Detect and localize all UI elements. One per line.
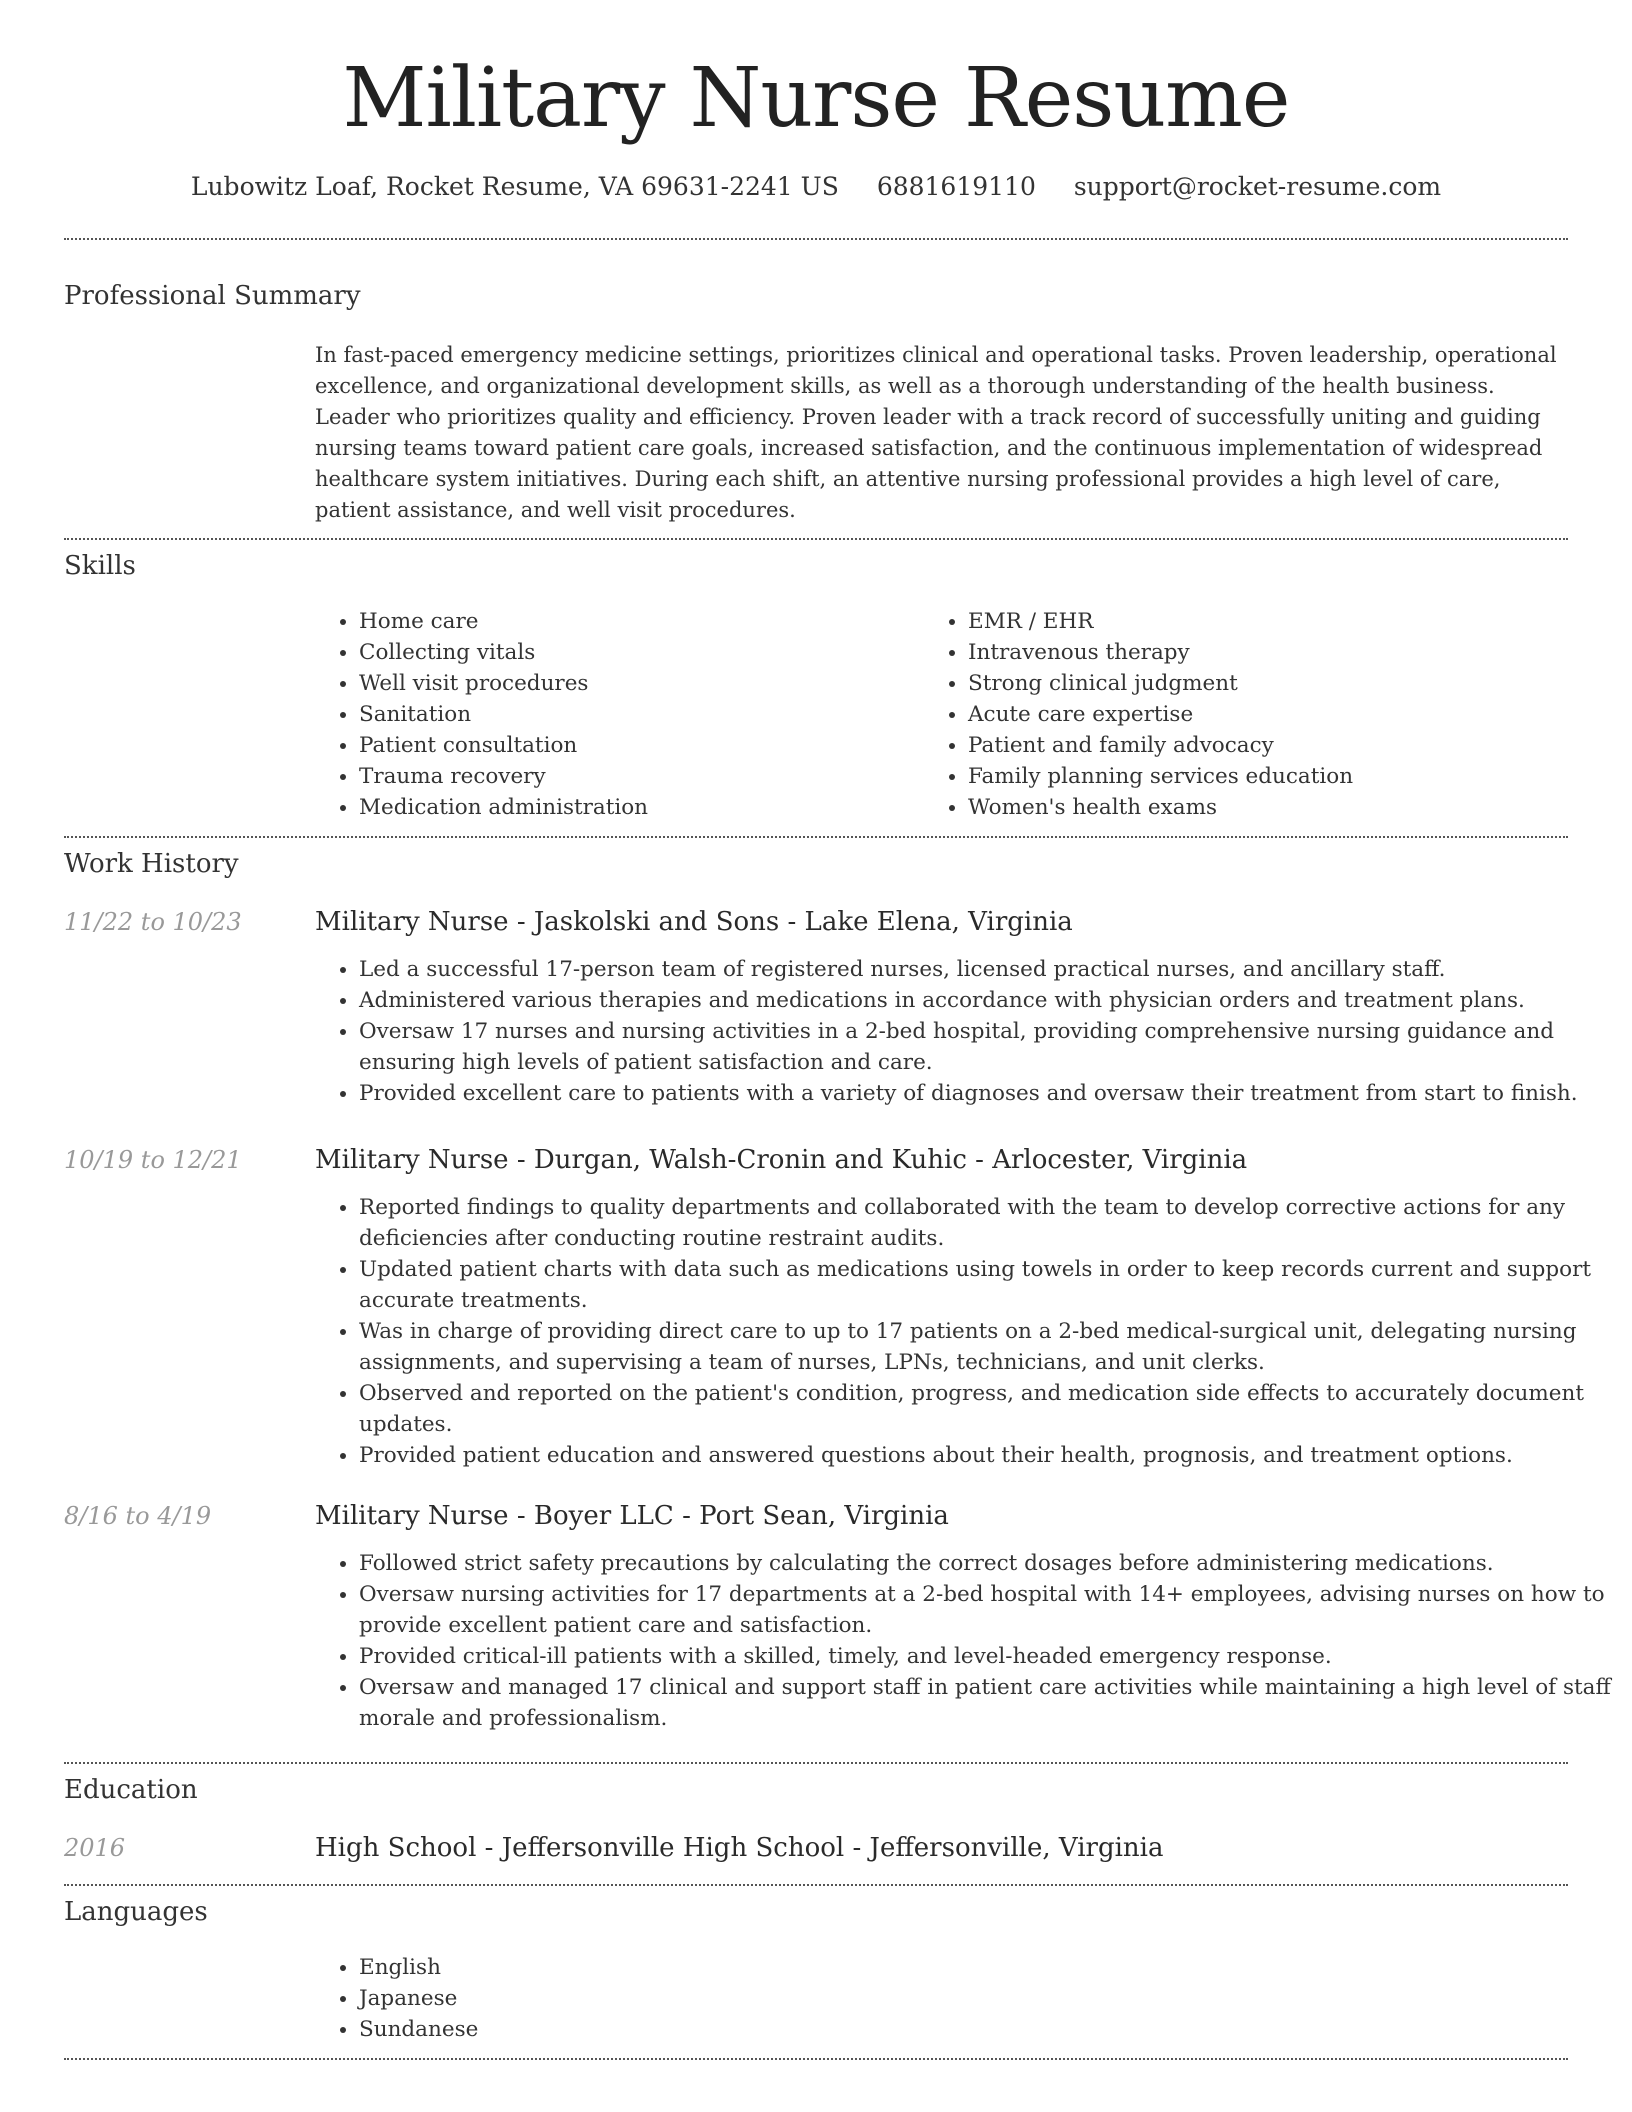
skill-item: • Patient consultation [359, 730, 919, 761]
job-bullets [315, 1548, 1617, 1734]
skill-item: • Strong clinical judgment [968, 668, 1588, 699]
languages-list [315, 1952, 959, 2045]
skill-item: • Collecting vitals [359, 637, 919, 668]
section-heading-skills: Skills [64, 551, 136, 581]
education-title: High School - Jeffersonville High School - Jeffersonville, Virginia [315, 1833, 1164, 1863]
skill-item: • EMR / EHR [968, 606, 1588, 637]
section-heading-summary: Professional Summary [64, 281, 361, 311]
contact-address: Lubowitz Loaf, Rocket Resume, VA 69631-2241 US [190, 172, 839, 201]
job-bullet: • Provided critical-ill patients with a skilled, timely, and level-headed emergency response. [359, 1641, 1617, 1672]
job-bullet: • Was in charge of providing direct care to up to 17 patients on a 2-bed medical-surgical unit, delegating nursing assignments, and supervising a team of nurses, LPNs, technicians, and unit clerks. [359, 1316, 1617, 1378]
skill-item: • Family planning services education [968, 761, 1588, 792]
job-bullet: • Provided excellent care to patients with a variety of diagnoses and oversaw their treatment from start to finish. [359, 1078, 1617, 1109]
job-bullet: • Reported findings to quality departments and collaborated with the team to develop corrective actions for any deficiencies after conducting routine restraint audits. [359, 1192, 1617, 1254]
job-bullet: • Oversaw nursing activities for 17 departments at a 2-bed hospital with 14+ employees, advising nurses on how to provide excellent patient care and satisfaction. [359, 1579, 1617, 1641]
skill-item: • Patient and family advocacy [968, 730, 1588, 761]
job-bullet: • Led a successful 17-person team of registered nurses, licensed practical nurses, and ancillary staff. [359, 954, 1617, 985]
section-heading-work: Work History [64, 849, 239, 879]
language-item: • English [359, 1952, 959, 1983]
job-bullet: • Followed strict safety precautions by calculating the correct dosages before administering medications. [359, 1548, 1617, 1579]
skill-item: • Home care [359, 606, 919, 637]
skill-item: • Women's health exams [968, 792, 1588, 823]
job-bullet: • Administered various therapies and medications in accordance with physician orders and treatment plans. [359, 985, 1617, 1016]
divider [64, 836, 1568, 838]
summary-text: In fast-paced emergency medicine settings, prioritizes clinical and operational tasks. Proven leadership, operational excellence, and organizational development skills, as well as a thorough understanding of the health business. Leader who prioritizes quality and efficiency. Proven leader with a track record of successfully uniting and guiding nursing teams toward patient care goals, increased satisfaction, and the continuous implementation of widespread healthcare system initiatives. During each shift, an attentive nursing professional provides a high level of care, patient assistance, and well visit procedures. [315, 343, 1557, 522]
skill-item: • Intravenous therapy [968, 637, 1588, 668]
skills-list-right [924, 606, 1588, 823]
job-title: Military Nurse - Boyer LLC - Port Sean, Virginia [315, 1501, 949, 1531]
divider [64, 2058, 1568, 2060]
skill-item: • Medication administration [359, 792, 919, 823]
job-bullets [315, 1192, 1617, 1471]
job-dates: 8/16 to 4/19 [64, 1502, 212, 1530]
divider [64, 238, 1568, 240]
skill-item: • Well visit procedures [359, 668, 919, 699]
divider [64, 1884, 1568, 1886]
skill-item: • Trauma recovery [359, 761, 919, 792]
education-year: 2016 [64, 1834, 126, 1862]
contact-line [0, 168, 1632, 206]
language-item: • Sundanese [359, 2014, 959, 2045]
skills-list-left [315, 606, 919, 823]
job-dates: 11/22 to 10/23 [64, 908, 242, 936]
job-dates: 10/19 to 12/21 [64, 1146, 242, 1174]
section-heading-languages: Languages [64, 1897, 208, 1927]
section-heading-education: Education [64, 1775, 198, 1805]
contact-email: support@rocket-resume.com [1073, 172, 1442, 201]
skill-item: • Sanitation [359, 699, 919, 730]
job-bullet: • Updated patient charts with data such as medications using towels in order to keep records current and support accurate treatments. [359, 1254, 1617, 1316]
job-bullet: • Provided patient education and answered questions about their health, prognosis, and treatment options. [359, 1440, 1617, 1471]
job-bullet: • Oversaw and managed 17 clinical and support staff in patient care activities while maintaining a high level of staff morale and professionalism. [359, 1672, 1617, 1734]
job-bullets [315, 954, 1617, 1109]
skill-item: • Acute care expertise [968, 699, 1588, 730]
job-title: Military Nurse - Durgan, Walsh-Cronin and Kuhic - Arlocester, Virginia [315, 1145, 1248, 1175]
job-title: Military Nurse - Jaskolski and Sons - Lake Elena, Virginia [315, 907, 1073, 937]
language-item: • Japanese [359, 1983, 959, 2014]
resume-title: Military Nurse Resume [342, 51, 1290, 146]
contact-phone: 6881619110 [876, 172, 1036, 201]
job-bullet: • Oversaw 17 nurses and nursing activities in a 2-bed hospital, providing comprehensive nursing guidance and ensuring high levels of patient satisfaction and care. [359, 1016, 1617, 1078]
divider [64, 538, 1568, 540]
divider [64, 1762, 1568, 1764]
job-bullet: • Observed and reported on the patient's condition, progress, and medication side effects to accurately document updates. [359, 1378, 1617, 1440]
